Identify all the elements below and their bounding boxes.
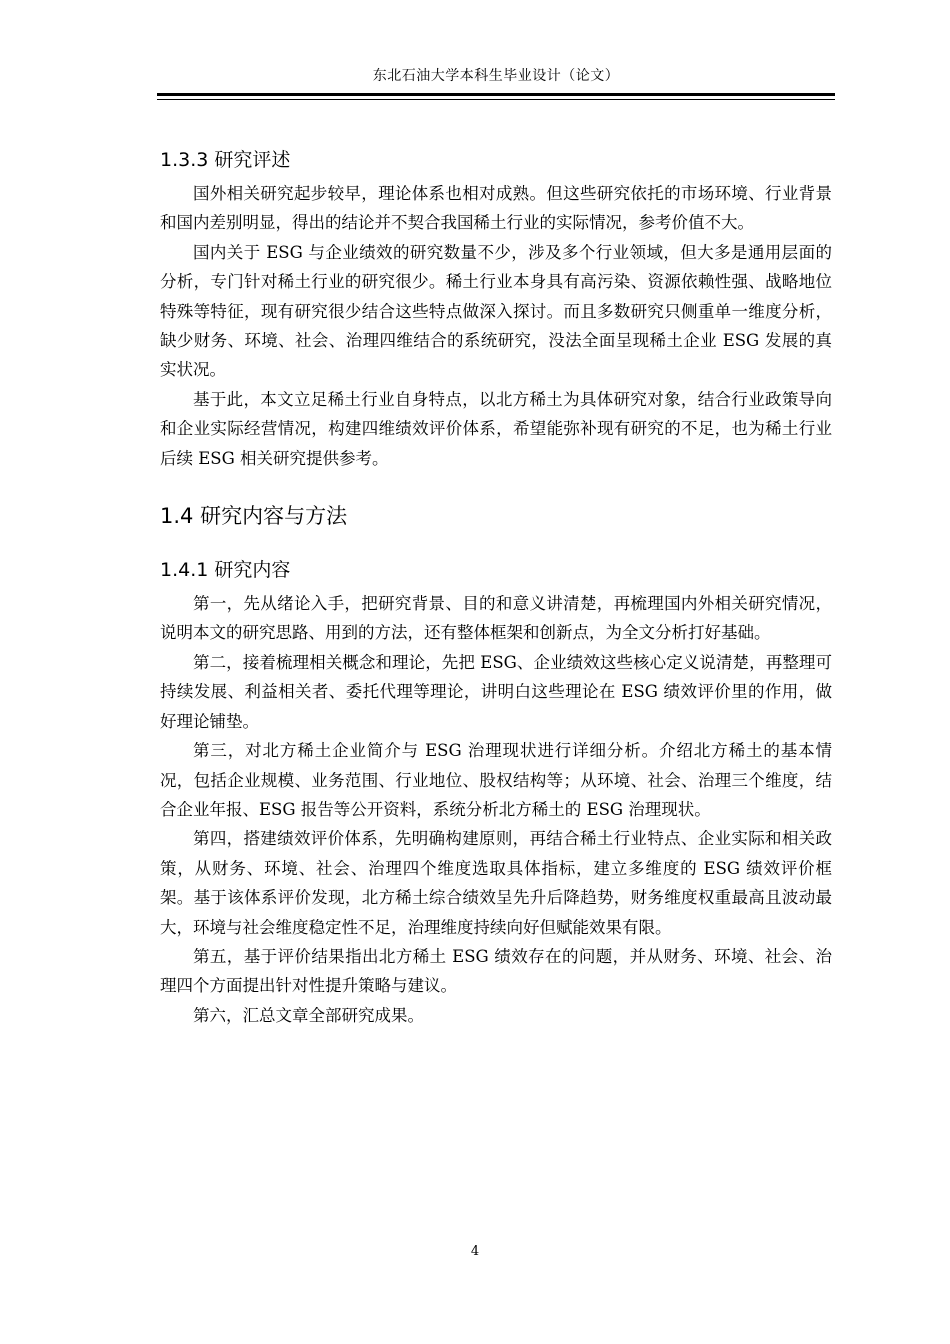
paragraph: 第五，基于评价结果指出北方稀土 ESG 绩效存在的问题，并从财务、环境、社会、治理四个方面提出针对性提升策略与建议。	[160, 946, 832, 996]
section-heading-1-4-1: 1.4.1 研究内容	[160, 559, 291, 582]
paragraph: 国内关于 ESG 与企业绩效的研究数量不少，涉及多个行业领域，但大多是通用层面的分析，专门针对稀土行业的研究很少。稀土行业本身具有高污染、资源依赖性强、战略地位特殊等特征，现有研究很少结合这些特点做深入探讨。而且多数研究只侧重单一维度分析，缺少财务、环境、社会、治理四维结合的系统研究，没法全面呈现稀土企业 ESG 发展的真实状况。	[160, 242, 832, 380]
paragraph: 第三，对北方稀土企业简介与 ESG 治理现状进行详细分析。介绍北方稀土的基本情况，包括企业规模、业务范围、行业地位、股权结构等；从环境、社会、治理三个维度，结合企业年报、ESG 报告等公开资料，系统分析北方稀土的 ESG 治理现状。	[160, 741, 832, 819]
section-heading-1-3-3: 1.3.3 研究评述	[160, 149, 291, 171]
paragraph: 基于此，本文立足稀土行业自身特点，以北方稀土为具体研究对象，结合行业政策导向和企业实际经营情况，构建四维绩效评价体系，希望能弥补现有研究的不足，也为稀土行业后续 ESG 相关研究提供参考。	[160, 389, 832, 468]
paragraph: 第二，接着梳理相关概念和理论，先把 ESG、企业绩效这些核心定义说清楚，再整理可持续发展、利益相关者、委托代理等理论，讲明白这些理论在 ESG 绩效评价里的作用，做好理论铺垫。	[160, 652, 832, 731]
paragraph: 第一，先从绪论入手，把研究背景、目的和意义讲清楚，再梳理国内外相关研究情况，说明本文的研究思路、用到的方法，还有整体框架和创新点，为全文分析打好基础。	[160, 594, 832, 643]
paragraph: 第六，汇总文章全部研究成果。	[193, 1005, 424, 1025]
section-heading-1-4: 1.4 研究内容与方法	[160, 504, 348, 529]
running-header: 东北石油大学本科生毕业设计（论文）	[372, 68, 620, 84]
paragraph: 国外相关研究起步较早，理论体系也相对成熟。但这些研究依托的市场环境、行业背景和国内差别明显，得出的结论并不契合我国稀土行业的实际情况，参考价值不大。	[160, 184, 832, 233]
header-rule-thin	[157, 99, 835, 100]
page-number: 4	[470, 1244, 480, 1259]
header-rule-thick	[157, 93, 835, 96]
page-body	[160, 145, 832, 1030]
paragraph: 第四，搭建绩效评价体系，先明确构建原则，再结合稀土行业特点、企业实际和相关政策，从财务、环境、社会、治理四个维度选取具体指标，建立多维度的 ESG 绩效评价框架。基于该体系评价发现，北方稀土综合绩效呈先升后降趋势，财务维度权重最高且波动最大，环境与社会维度稳定性不足，治理维度持续向好但赋能效果有限。	[160, 829, 832, 937]
